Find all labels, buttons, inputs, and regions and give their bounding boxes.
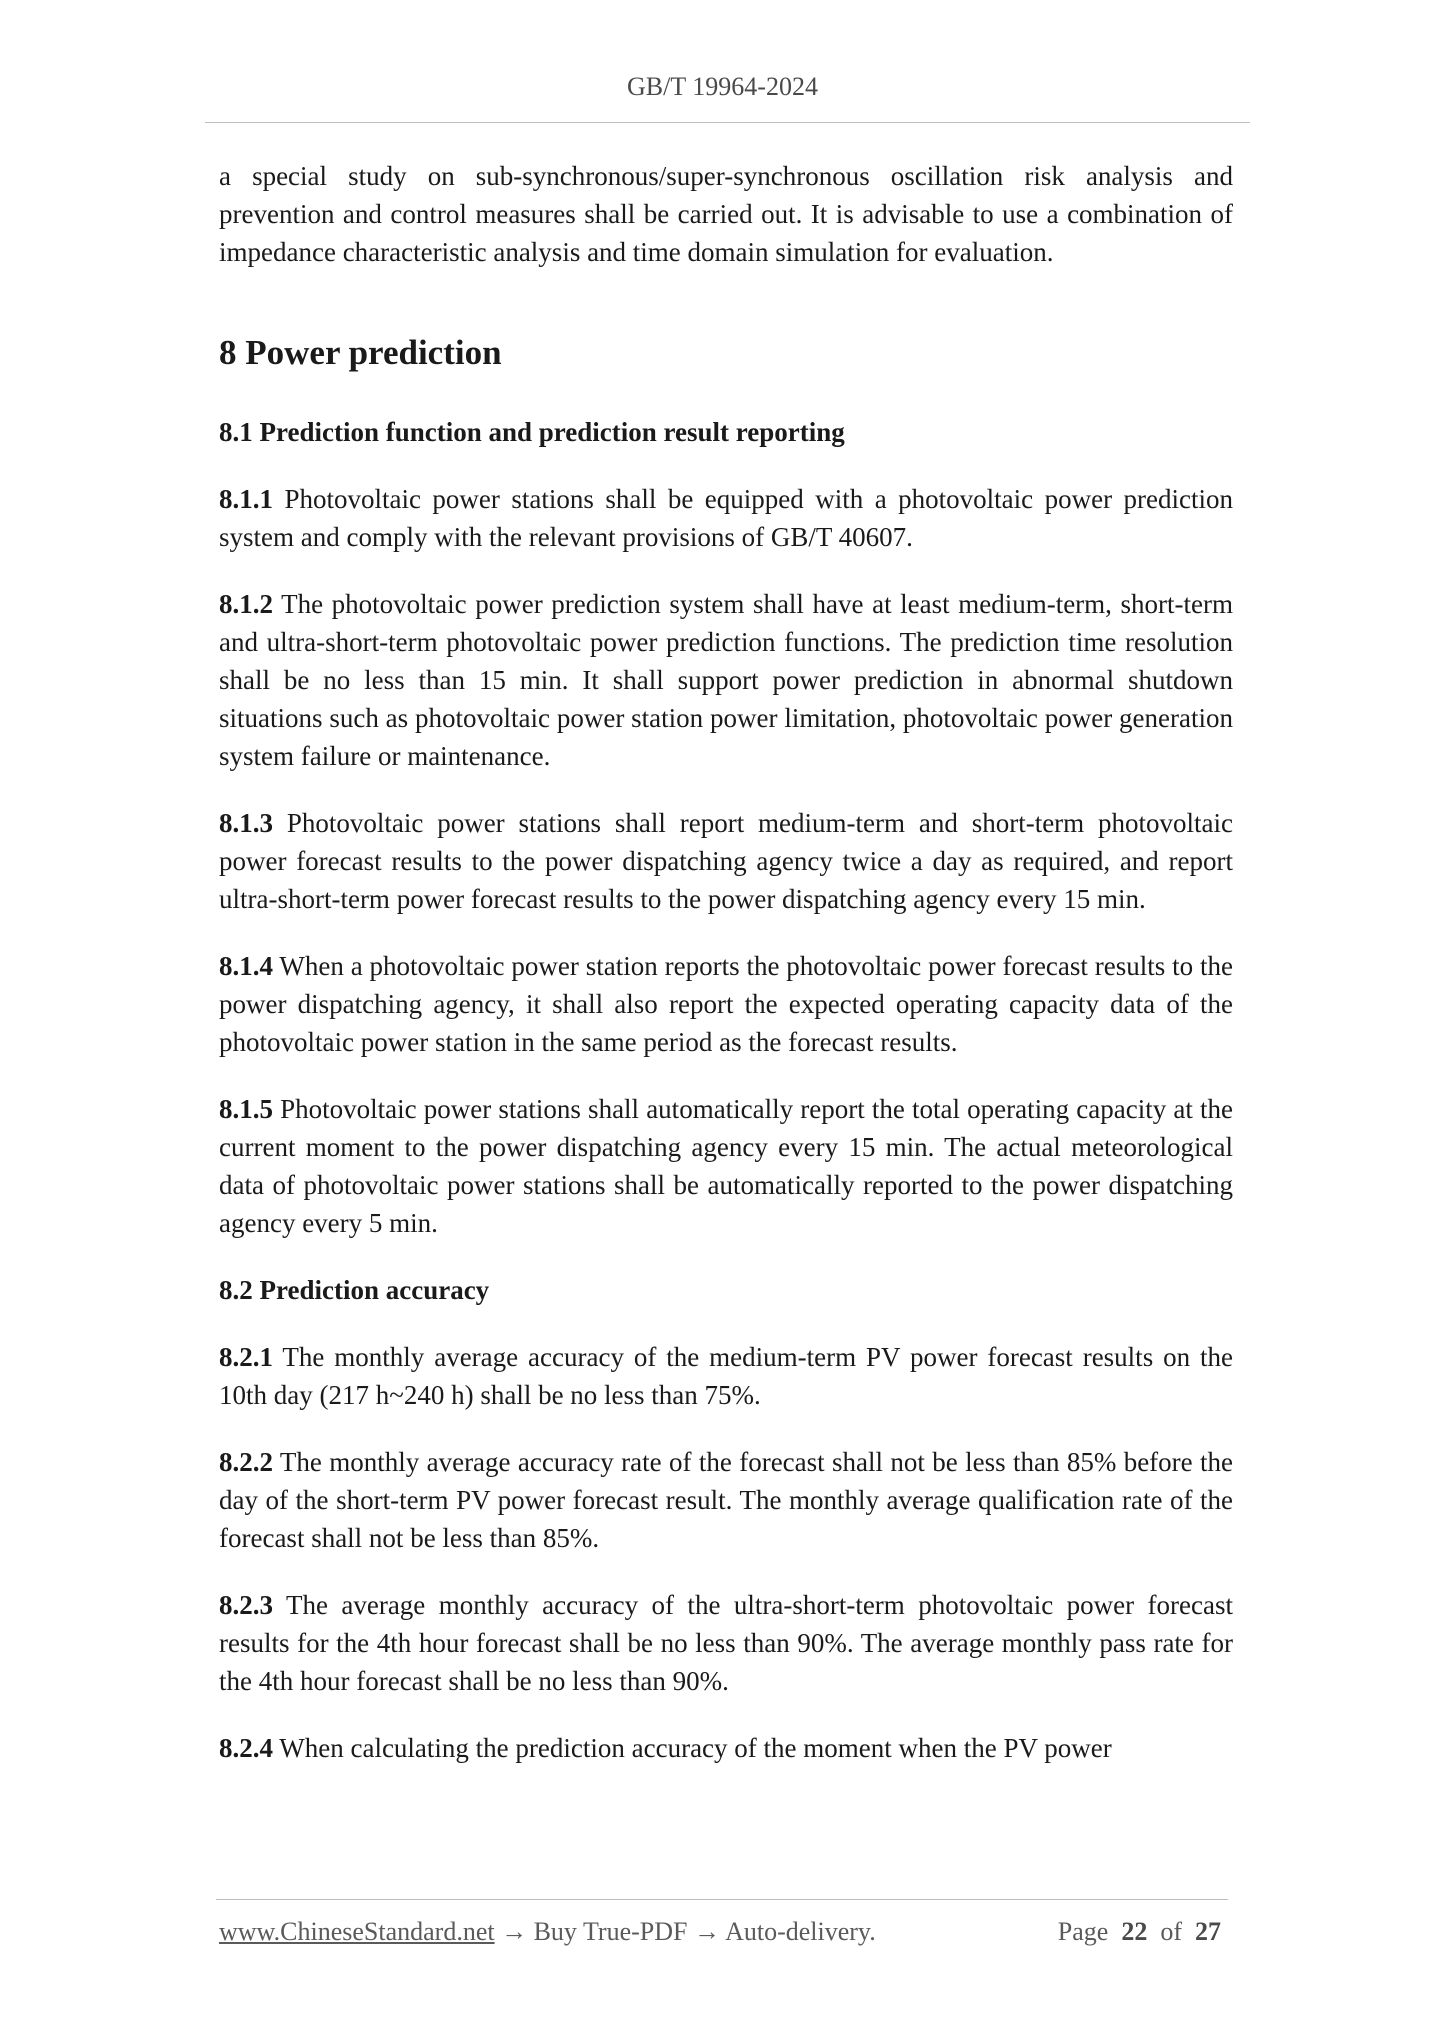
clause-number: 8.1.5	[219, 1094, 273, 1124]
clause-8-1-3	[219, 804, 1233, 918]
clause-text: Photovoltaic power stations shall automatically report the total operating capacity at the current moment to the power dispatching agency every 15 min. The actual meteorological data of photovoltaic power stations shall be automatically reported to the power dispatching agency every 5 min.	[219, 1094, 1233, 1238]
buy-text: Buy True-PDF	[527, 1917, 694, 1946]
document-header: GB/T 19964-2024	[627, 72, 818, 101]
clause-8-2-2	[219, 1443, 1233, 1557]
clause-text: When calculating the prediction accuracy of the moment when the PV power	[273, 1733, 1112, 1763]
clause-text: The monthly average accuracy rate of the forecast shall not be less than 85% before the day of the short-term PV power forecast result. The monthly average qualification rate of the forecast shall not be less than 85%.	[219, 1447, 1233, 1553]
section-title: 8 Power prediction	[219, 333, 502, 372]
clause-number: 8.2.1	[219, 1342, 273, 1372]
clause-number: 8.2.4	[219, 1733, 273, 1763]
footer-promo	[219, 1917, 876, 1947]
clause-text: Photovoltaic power stations shall be equipped with a photovoltaic power prediction system and comply with the relevant provisions of GB/T 40607.	[219, 484, 1233, 552]
page-label: Page	[1057, 1917, 1109, 1946]
intro-paragraph: a special study on sub-synchronous/super-synchronous oscillation risk analysis and prevention and control measures shall be carried out. It is advisable to use a combination of impedance characteristic analysis and time domain simulation for evaluation.	[219, 161, 1233, 267]
arrow-icon: →	[501, 1917, 528, 1946]
clause-text: When a photovoltaic power station reports the photovoltaic power forecast results to the power dispatching agency, it shall also report the expected operating capacity data of the photovoltaic power station in the same period as the forecast results.	[219, 951, 1233, 1057]
clause-text: The photovoltaic power prediction system shall have at least medium-term, short-term and ultra-short-term photovoltaic power prediction functions. The prediction time resolution shall be no less than 15 min. It shall support power prediction in abnormal shutdown situations such as photovoltaic power station power limitation, photovoltaic power generation system failure or maintenance.	[219, 589, 1233, 771]
page-content	[219, 157, 1233, 1796]
footer-divider	[216, 1899, 1228, 1900]
clause-number: 8.1.3	[219, 808, 273, 838]
page-total: 27	[1195, 1917, 1221, 1946]
clause-number: 8.1.2	[219, 589, 273, 619]
clause-8-2-1	[219, 1338, 1233, 1414]
website-link[interactable]: www.ChineseStandard.net	[219, 1917, 495, 1946]
clause-8-1-5	[219, 1090, 1233, 1242]
clause-8-1-2	[219, 585, 1233, 775]
page-indicator	[1058, 1917, 1221, 1947]
page-footer	[219, 1917, 1233, 1957]
clause-number: 8.2.3	[219, 1590, 273, 1620]
clause-number: 8.2.2	[219, 1447, 273, 1477]
clause-number: 8.1.1	[219, 484, 273, 514]
clause-8-1-4	[219, 947, 1233, 1061]
page-number: 22	[1121, 1917, 1148, 1946]
header-divider	[205, 122, 1250, 123]
clause-number: 8.1.4	[219, 951, 273, 981]
clause-text: The monthly average accuracy of the medium-term PV power forecast results on the 10th day (217 h~240 h) shall be no less than 75%.	[219, 1342, 1233, 1410]
arrow-icon: →	[694, 1917, 720, 1946]
subsection-title-8-2: 8.2 Prediction accuracy	[219, 1275, 490, 1305]
clause-8-2-4	[219, 1729, 1233, 1767]
clause-8-2-3	[219, 1586, 1233, 1700]
subsection-title-8-1: 8.1 Prediction function and prediction result reporting	[219, 417, 845, 447]
of-label: of	[1160, 1917, 1182, 1946]
delivery-text: Auto-delivery.	[720, 1917, 876, 1946]
clause-8-1-1	[219, 480, 1233, 556]
clause-text: Photovoltaic power stations shall report medium-term and short-term photovoltaic power forecast results to the power dispatching agency twice a day as required, and report ultra-short-term power forecast results to the power dispatching agency every 15 min.	[219, 808, 1233, 914]
clause-text: The average monthly accuracy of the ultra-short-term photovoltaic power forecast results for the 4th hour forecast shall be no less than 90%. The average monthly pass rate for the 4th hour forecast shall be no less than 90%.	[219, 1590, 1233, 1696]
